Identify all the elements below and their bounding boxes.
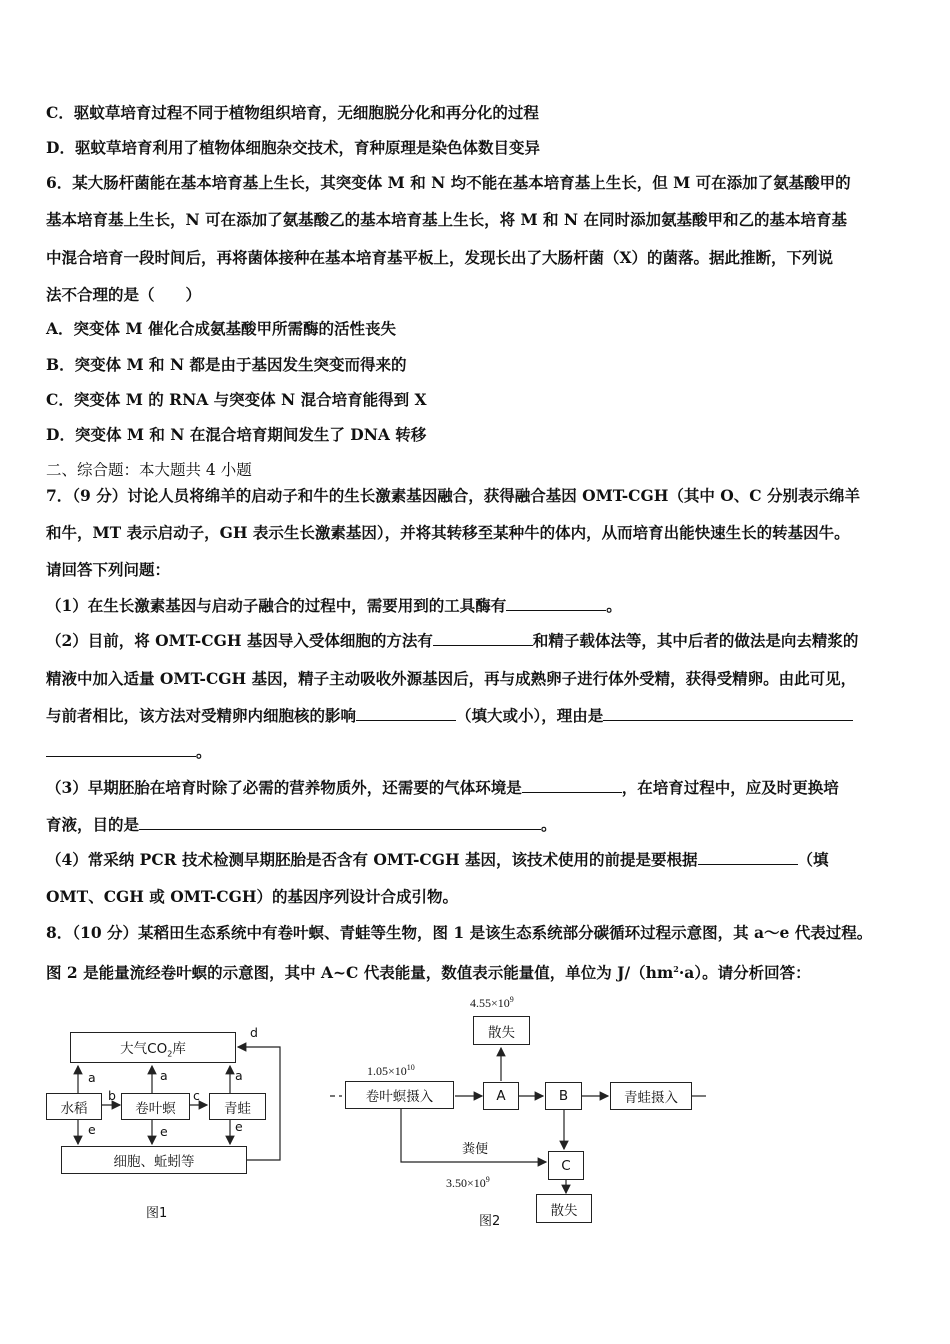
part-1-end: 。 [606,596,622,615]
label-b: b [108,1088,116,1103]
question-8-line-2-text: 图 2 是能量流经卷叶螟的示意图，其中 A~C 代表能量，数值表示能量值，单位为 J/（hm [46,963,674,983]
energy-b-box: B [545,1082,582,1110]
question-6-line-3: 中混合培育一段时间后，再将菌体接种在基本培育基平板上，发现长出了大肠杆菌（X）的菌落。据此推断，下列说 [46,248,834,267]
feces-value: $3.50\times 10^9$ [446,1175,490,1190]
question-6-line-4: 法不合理的是（ ） [46,285,202,304]
part-1-text: （1）在生长激素基因与启动子融合的过程中，需要用到的工具酶有 [46,596,507,615]
question-8-line-2-end: ·a）。请分析回答： [678,963,811,983]
part-2-end: 。 [196,742,212,761]
part-3-text: （3）早期胚胎在培育时除了必需的营养物质外，还需要的气体环境是 [46,778,522,797]
option-d-q6: D．突变体 M 和 N 在混合培育期间发生了 DNA 转移 [46,425,427,444]
rice-box: 水稻 [46,1093,102,1120]
part-3-end: 。 [541,815,557,834]
part-2-line-3-cont: （填大或小），理由是 [456,706,604,725]
leafroller-box: 卷叶螟 [121,1093,190,1120]
part-3-text-cont: ，在培育过程中，应及时更换培 [621,778,839,797]
question-7-line-2: 和牛，MT 表示启动子，GH 表示生长激素基因），并将其转移至某种牛的体内，从而培育出能快速生长的转基因牛。 [46,523,850,542]
decomposer-box: 细胞、蚯蚓等 [61,1146,247,1174]
section-heading: 二、综合题：本大题共 4 小题 [46,461,252,479]
question-8-line-1: 8．（10 分）某稻田生态系统中有卷叶螟、青蛙等生物，图 1 是该生态系统部分碳循环过程示意图，其 a～e 代表过程。 [46,923,873,942]
label-a-2: a [160,1068,168,1083]
option-c-q5: C．驱蚊草培育过程不同于植物组织培育，无细胞脱分化和再分化的过程 [46,103,539,122]
figure-2-caption: 图2 [479,1214,501,1229]
energy-c-box: C [548,1151,584,1180]
label-e-3: e [235,1119,243,1134]
label-c: c [193,1088,200,1103]
atmosphere-co2-pool [70,1032,236,1063]
figure-1-caption: 图1 [146,1206,168,1221]
frog-intake-box: 青蛙摄入 [610,1082,692,1110]
part-2-line-3-text: 与前者相比，该方法对受精卵内细胞核的影响 [46,706,357,725]
loss-1-box: 散失 [473,1016,530,1045]
feces-label: 粪便 [462,1142,489,1157]
atmosphere-label: 大气$CO_2$库 [120,1040,186,1059]
option-a-q6: A．突变体 M 催化合成氨基酸甲所需酶的活性丧失 [46,319,396,338]
leafroller-intake-box: 卷叶螟摄入 [345,1081,454,1109]
part-3-line-2-text: 育液，目的是 [46,815,140,834]
label-d: d [250,1025,258,1040]
intake-value: $1.05\times 10^{10}$ [367,1063,415,1078]
label-e-1: e [88,1122,96,1137]
part-2-text: （2）目前，将 OMT-CGH 基因导入受体细胞的方法有 [46,631,433,650]
question-6-line-2: 基本培育基上生长，N 可在添加了氨基酸乙的基本培育基上生长，将 M 和 N 在同时添加氨基酸甲和乙的基本培育基 [46,210,847,229]
label-a-1: a [88,1070,96,1085]
label-a-3: a [235,1068,243,1083]
loss-2-box: 散失 [536,1194,592,1223]
unit-exponent: 2 [673,964,679,974]
question-7-line-1: 7．（9 分）讨论人员将绵羊的启动子和牛的生长激素基因融合，获得融合基因 OMT-CGH（其中 O、C 分别表示绵羊 [46,486,861,505]
part-4-text-cont: （填 [797,850,829,869]
part-4-text: （4）常采纳 PCR 技术检测早期胚胎是否含有 OMT-CGH 基因，该技术使用的前提是要根据 [46,850,698,869]
option-c-q6: C．突变体 M 的 RNA 与突变体 N 混合培育能得到 X [46,390,427,409]
part-2-text-cont: 和精子载体法等，其中后者的做法是向去精浆的 [532,631,859,650]
question-7-line-3: 请回答下列问题： [46,560,171,579]
frog-box: 青蛙 [209,1093,266,1120]
option-b-q6: B．突变体 M 和 N 都是由于基因发生突变而得来的 [46,355,407,374]
energy-a-box: A [483,1082,519,1110]
question-6-line-1: 6．某大肠杆菌能在基本培育基上生长，其突变体 M 和 N 均不能在基本培育基上生长，但 M 可在添加了氨基酸甲的 [46,173,851,192]
option-d-q5: D．驱蚊草培育利用了植物体细胞杂交技术，育种原理是染色体数目变异 [46,138,540,157]
label-e-2: e [160,1124,168,1139]
question-7-part-2-line-2: 精液中加入适量 OMT-CGH 基因，精子主动吸收外源基因后，再与成熟卵子进行体外受精，获得受精卵。由此可见， [46,669,857,688]
question-7-part-4-line-2: OMT、CGH 或 OMT-CGH）的基因序列设计合成引物。 [46,887,458,906]
loss-1-value: $4.55\times 10^9$ [470,995,514,1010]
